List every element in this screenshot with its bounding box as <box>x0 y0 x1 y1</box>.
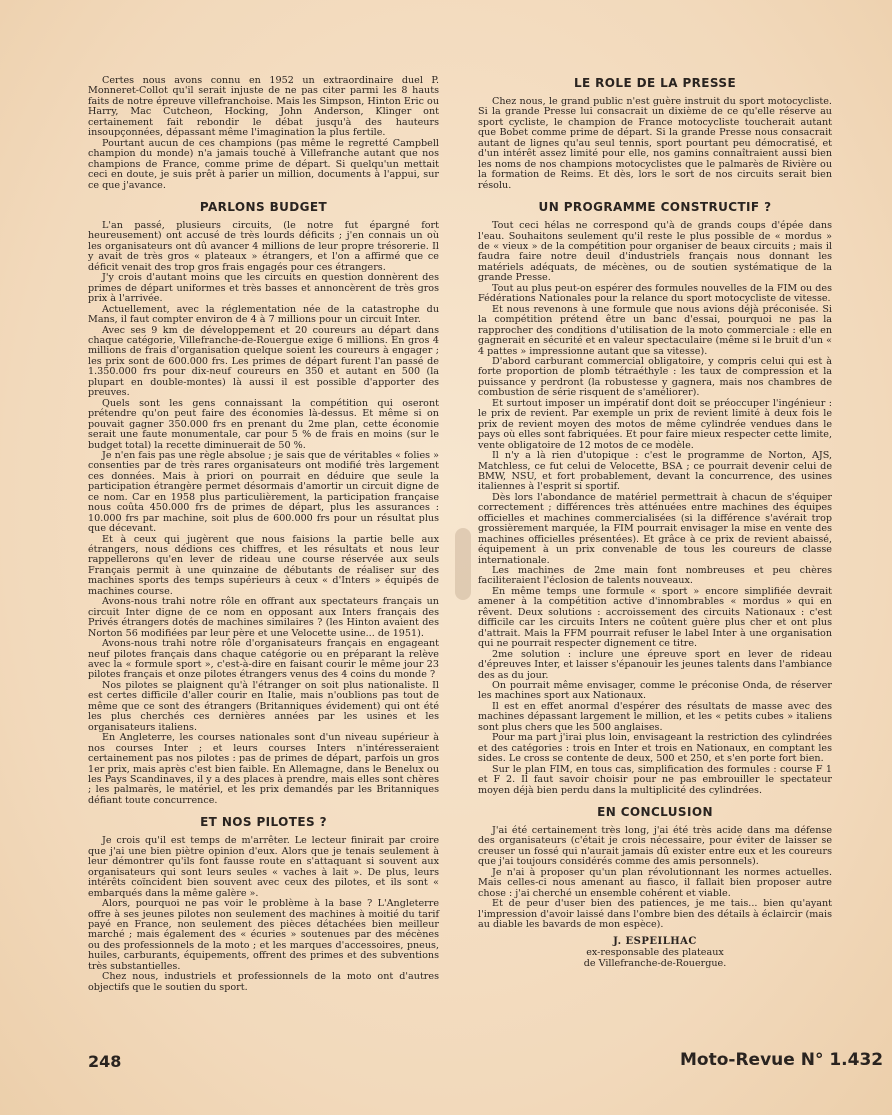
paragraph: Sur le plan FIM, en tous cas, simplification des formules : course F 1 et F 2. Il faut savoir choisir pour ne pas embrouiller le spectateur moyen déjà bien perdu dans la multiplicité des cylindrées. <box>478 763 832 796</box>
paragraph: Dès lors l'abondance de matériel permettrait à chacun de s'équiper correctement ; différences très atténuées entre machines des équipes officielles et machines commercialisées (si la différence s'avérait trop grossièrement marquée, la FIM pourrait envisager la mise en vente des machines officielles présentées). Et grâce à ce prix de revient abaissé, équipement à un prix convenable de tous les coureurs de classe internationale. <box>478 491 832 566</box>
paragraph: Et de peur d'user bien des patiences, je me tais... bien qu'ayant l'impression d'avoir laissé dans l'ombre bien des détails à éclaircir (mais au diable les bavards de mon espèce). <box>478 898 832 931</box>
conclusion-section <box>478 826 832 931</box>
paragraph: D'abord carburant commercial obligatoire, y compris celui qui est à forte proportion de plomb tétraéthyle : les taux de compression et la puissance y perdront (la robustesse y gagnera, mais nos chambres de combustion de série risquent de s'améliorer). <box>478 355 832 399</box>
paragraph: Avons-nous trahi notre rôle d'organisateurs français en engageant neuf pilotes français dans chaque catégorie ou en préparant la relève avec la « formule sport », c'est-à-dire en faisant courir le même jour 23 pilotes français et onze pilotes étrangers venus des 4 coins du monde ? <box>88 638 439 681</box>
paragraph: L'an passé, plusieurs circuits, (le notre fut épargné fort heureusement) ont accusé de très lourds déficits ; j'en connais un où les organisateurs ont dû avancer 4 millions de leur propre trésorerie. Il y avait de très gros « plateaux » étrangers, et l'on a affirmé que ce déficit venait des trop gros frais engagés pour ces étrangers. <box>88 219 439 273</box>
paragraph: En Angleterre, les courses nationales sont d'un niveau supérieur à nos courses Inter ; et leurs courses Inters n'intéresseraient certainement pas nos pilotes : pas de primes de départ, parfois un gros 1er prix, mais après c'est bien faible. En Allemagne, dans le Benelux ou les Pays Scandinaves, il y a des places à prendre, mais elles sont chères ; les palmarès, le matériel, et les prix demandés par les Britanniques défiant toute concurrence. <box>88 732 439 806</box>
intro-section <box>88 76 439 191</box>
author-role-line-2: de Villefranche-de-Rouergue. <box>583 957 727 969</box>
paragraph: Il est en effet anormal d'espérer des résultats de masse avec des machines dépassant largement le million, et les « petits cubes » italiens sont plus chers que les 500 anglaises. <box>478 700 832 733</box>
right-column <box>478 76 832 969</box>
budget-section <box>88 221 439 806</box>
paragraph: J'ai été certainement très long, j'ai été très acide dans ma défense des organisateurs (c'était je crois nécessaire, pour éviter de laisser se creuser un fossé qui n'aurait jamais dû exister entre eux et les coureurs que j'ai toujours considérés comme des amis personnels). <box>478 825 832 868</box>
paragraph: Tout ceci hélas ne correspond qu'à de grands coups d'épée dans l'eau. Souhaitons seulement qu'il reste le plus possible de « mordus » de « vieux » de la compétition pour organiser de beaux circuits ; mais il faudra faire notre deuil d'industriels français nous donnant les matériels adéquats, de mécènes, ou de soutien systématique de la grande Presse. <box>478 220 832 284</box>
presse-section <box>478 97 832 191</box>
heading-programme-constructif: UN PROGRAMME CONSTRUCTIF ? <box>538 200 772 215</box>
paragraph: Pour ma part j'irai plus loin, envisageant la restriction des cylindrées et des catégories : trois en Inter et trois en Nationaux, en comptant les sides. Le cross se contente de deux, 500 et 250, et s'en porte fort bien. <box>478 732 832 765</box>
paragraph: Certes nous avons connu en 1952 un extraordinaire duel P. Monneret-Collot qu'il serait injuste de ne pas citer parmi les 8 hauts faits de notre épreuve villefranchoise. Mais les Simpson, Hinton Eric ou Harry, Mac Cutcheon, Hocking, John Anderson, Klinger ont certainement fait rebondir le débat jusqu'à des hauteurs insoupçonnées, dépassant même l'imagination la plus fertile. <box>88 75 439 139</box>
heading-et-nos-pilotes: ET NOS PILOTES ? <box>200 815 327 830</box>
paragraph: On pourrait même envisager, comme le préconise Onda, de réserver les machines sport aux Nationaux. <box>478 680 832 702</box>
paragraph: Nos pilotes se plaignent qu'à l'étranger on soit plus nationaliste. Il est certes difficile d'aller courir en Italie, mais n'oublions pas tout de même que ce sont des étrangers (Britanniques évidement) qui ont été les plus cherchés ces dernières années par les usines et les organisateurs italiens. <box>88 679 439 733</box>
paragraph: Et à ceux qui jugèrent que nous faisions la partie belle aux étrangers, nous dédions ces chiffres, et les résultats et nous leur rappellerons qu'en lever de rideau une course réservée aux seuls Français permit à une quinzaine de débutants de réaliser sur des machines sports des temps supérieurs à ceux « d'Inters » équipés de machines course. <box>88 533 439 597</box>
paragraph: Chez nous, le grand public n'est guère instruit du sport motocycliste. Si la grande Presse lui consacrait un dixième de ce qu'elle réserve au sport cycliste, le champion de France motocycliste toucherait autant que Bobet comme prime de départ. Si la grande Presse nous consacrait autant de lignes qu'au seul tennis, sport pourtant peu démocratisé, et d'un intérêt assez limité pour elle, nos gamins connaîtraient aussi bien les noms de nos champions motocyclistes que le palmarès de Rivière ou la formation de Reims. Et dès, lors le sort de nos circuits serait bien résolu. <box>478 96 832 191</box>
magazine-issue: Moto-Revue N° 1.432 <box>680 1050 884 1070</box>
author-role-line-1: ex-responsable des plateaux <box>586 946 724 958</box>
paragraph: Alors, pourquoi ne pas voir le problème à la base ? L'Angleterre offre à ses jeunes pilotes non seulement des machines à moitié du tarif payé en France, non seulement des pièces détachées bien meilleur marché ; mais également des « écuries » soutenues par des mécènes ou des professionnels de la moto ; et les marques d'accessoires, pneus, huiles, carburants, équipements, offrent des primes et des subventions très substantielles. <box>88 898 439 972</box>
paragraph: Avons-nous trahi notre rôle en offrant aux spectateurs français un circuit Inter digne de ce nom en opposant aux Inters français des Privés étrangers dotés de machines similaires ? (les Hinton avaient des Norton 56 modifiées par leur père et une Velocette usine... de 1951). <box>88 596 439 639</box>
paragraph: J'y crois d'autant moins que les circuits en question donnèrent des primes de départ uniformes et très basses et annoncèrent de très gros prix à l'arrivée. <box>88 272 439 305</box>
page-number: 248 <box>88 1052 122 1071</box>
left-column <box>88 76 439 993</box>
signature-block <box>478 937 832 969</box>
heading-en-conclusion: EN CONCLUSION <box>597 805 713 819</box>
paragraph: Actuellement, avec la réglementation née de la catastrophe du Mans, il faut compter environ de 4 à 7 millions pour un circuit Inter. <box>88 303 439 326</box>
paragraph: Et nous revenons à une formule que nous avions déjà préconisée. Si la compétition prétend être un banc d'essai, pourquoi ne pas la rapprocher des conditions d'utilisation de la moto commerciale : elle en gagnerait en sécurité et en valeur spectaculaire (même si le bruit d'un « 4 pattes » impressionne autant que sa vitesse). <box>478 303 832 357</box>
paragraph: Je n'en fais pas une règle absolue ; je sais que de véritables « folies » consenties par de très rares organisateurs ont modifié très largement ces données. Mais à priori on pourrait en déduire que seule la participation étrangère permet désormais d'amortir un circuit digne de ce nom. Car en 1958 plus particulièrement, la participation française nous coûta 450.000 frs de primes de départ, plus les assurances : 10.000 frs par machine, soit plus de 600.000 frs pour un résultat plus que décevant. <box>88 449 439 535</box>
paragraph: Et surtout imposer un impératif dont doit se préoccuper l'ingénieur : le prix de revient. Par exemple un prix de revient limité à deux fois le prix de revient moyen des motos de même cylindrée vendues dans le pays où elles sont fabriquées. Et pour faire mieux respecter cette limite, vente obligatoire de 12 motos de ce modèle. <box>478 397 832 451</box>
paragraph: Tout au plus peut-on espérer des formules nouvelles de la FIM ou des Fédérations Nationales pour la relance du sport motocycliste de vitesse. <box>478 282 832 305</box>
paragraph: Je crois qu'il est temps de m'arrêter. Le lecteur finirait par croire que j'ai une bien piètre opinion d'eux. Alors que je tenais seulement à leur démontrer qu'ils font fausse route en s'attaquant si souvent aux organisateurs qui sont leurs seules « vaches à lait ». De plus, leurs intérêts coïncident bien souvent avec ceux des pilotes, et ils sont « embarqués dans la même galère ». <box>88 835 439 899</box>
page-stain <box>455 528 471 600</box>
paragraph: Il n'y a là rien d'utopique : c'est le programme de Norton, AJS, Matchless, ce fut celui de Velocette, BSA ; ce pourrait devenir celui de BMW, NSU, et fort probablement, devant la concurrence, des usines italiennes à l'esprit si sportif. <box>478 450 832 493</box>
paragraph: Je n'ai à proposer qu'un plan révolutionnant les normes actuelles. Mais celles-ci nous amenant au fiasco, il fallait bien proposer autre chose : j'ai cherché un ensemble cohérent et viable. <box>478 866 832 899</box>
paragraph: 2me solution : inclure une épreuve sport en lever de rideau d'épreuves Inter, et laisser s'épanouir les jeunes talents dans l'ambiance des as du jour. <box>478 648 832 681</box>
paragraph: Avec ses 9 km de développement et 20 coureurs au départ dans chaque catégorie, Villefranche-de-Rouergue exige 6 millions. En gros 4 millions de frais d'organisation quelque soient les coureurs à engager ; les prix sont de 600.000 frs. Les primes de départ furent l'an passé de 1.350.000 frs pour dix-neuf coureurs en 350 et autant en 500 (la plupart en double-montes) là aussi il est possible d'apporter des preuves. <box>88 324 439 399</box>
paragraph: Quels sont les gens connaissant la compétition qui oseront prétendre qu'on peut faire des économies là-dessus. Et même si on pouvait gagner 350.000 frs en prenant du 2me plan, cette économie serait une faute monumentale, car pour 5 % de frais en moins (sur le budget total) la recette diminuerait de 50 %. <box>88 397 439 451</box>
pilotes-section <box>88 836 439 993</box>
paragraph: Les machines de 2me main font nombreuses et peu chères faciliteraient l'éclosion de talents nouveaux. <box>478 565 832 587</box>
programme-section <box>478 221 832 796</box>
paragraph: Chez nous, industriels et professionnels de la moto ont d'autres objectifs que le soutien du sport. <box>88 971 439 993</box>
heading-parlons-budget: PARLONS BUDGET <box>199 199 328 214</box>
heading-role-presse: LE ROLE DE LA PRESSE <box>573 76 737 90</box>
paragraph: En même temps une formule « sport » encore simplifiée devrait amener à la compétition active d'innombrables « mordus » qui en rêvent. Deux solutions : accroissement des circuits Nationaux : c'est difficile car les circuits Inters ne coûtent guère plus cher et ont plus d'attrait. Mais la FFM pourrait refuser le label Inter à une organisation qui ne pourrait respecter dignement ce titre. <box>478 585 832 650</box>
paragraph: Pourtant aucun de ces champions (pas même le regretté Campbell champion du monde) n'a jamais touché à Villefranche autant que nos champions de France, comme prime de départ. Si quelqu'un mettait ceci en doute, je suis prêt à parier un million, documents à l'appui, sur ce que j'avance. <box>88 137 439 191</box>
author-name: J. ESPEILHAC <box>613 935 697 947</box>
